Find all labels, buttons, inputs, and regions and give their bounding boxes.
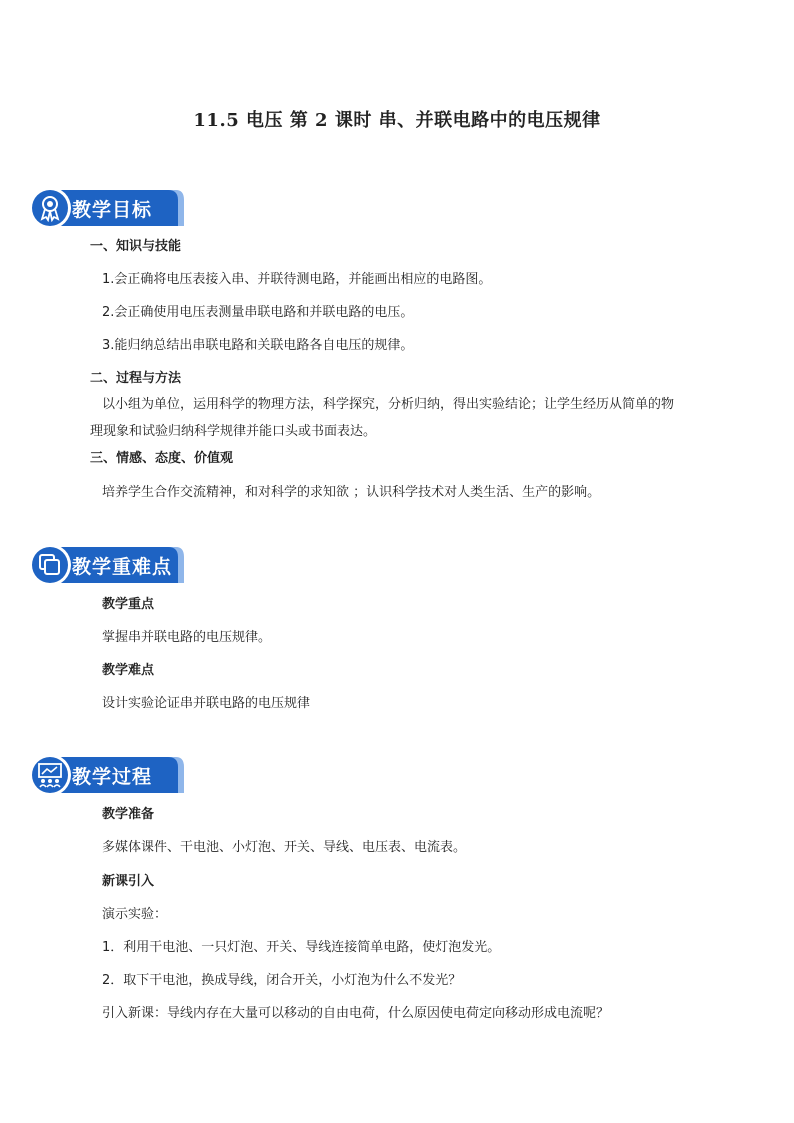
subheading-knowledge: 一、知识与技能 xyxy=(90,239,182,254)
process-paragraph-line2: 理现象和试验归纳科学规律并能口头或书面表达。 xyxy=(90,424,377,439)
objective-item-3: 3.能归纳总结出串联电路和关联电路各自电压的规律。 xyxy=(102,338,414,353)
document-title: 11.5 电压 第 2 课时 串、并联电路中的电压规律 xyxy=(193,110,601,131)
new-lesson-intro: 引入新课：导线内存在大量可以移动的自由电荷，什么原因使电荷定向移动形成电流呢？ xyxy=(102,1006,610,1021)
subheading-introduction: 新课引入 xyxy=(102,874,155,889)
values-paragraph: 培养学生合作交流精神，和对科学的求知欲 ；认识科学技术对人类生活、生产的影响。 xyxy=(102,485,601,500)
section-banner-key-points xyxy=(28,543,186,587)
section-banner-process xyxy=(28,753,186,797)
process-paragraph-line1: 以小组为单位，运用科学的物理方法，科学探究，分析归纳，得出实验结论；让学生经历从简单的物 xyxy=(102,397,675,412)
demo-step-2: 2．取下干电池，换成导线，闭合开关，小灯泡为什么不发光？ xyxy=(102,973,462,988)
presentation-chart-icon xyxy=(36,762,64,788)
key-point-text: 掌握串并联电路的电压规律。 xyxy=(102,630,272,645)
stacked-pages-icon xyxy=(37,552,63,578)
subheading-difficulty: 教学难点 xyxy=(102,663,155,678)
difficulty-text: 设计实验论证串并联电路的电压规律 xyxy=(102,696,311,711)
subheading-process: 二、过程与方法 xyxy=(90,371,182,386)
subheading-key-point: 教学重点 xyxy=(102,597,155,612)
demo-label: 演示实验： xyxy=(102,907,168,922)
objective-item-1: 1.会正确将电压表接入串、并联待测电路，并能画出相应的电路图。 xyxy=(102,272,492,287)
section-banner-objectives xyxy=(28,186,186,230)
preparation-text: 多媒体课件、干电池、小灯泡、开关、导线、电压表、电流表。 xyxy=(102,840,467,855)
banner-label: 教学目标 xyxy=(72,199,153,221)
banner-label: 教学重难点 xyxy=(72,556,173,578)
objective-item-2: 2.会正确使用电压表测量串联电路和并联电路的电压。 xyxy=(102,305,414,320)
banner-label: 教学过程 xyxy=(72,766,153,788)
award-ribbon-icon xyxy=(37,194,63,222)
subheading-values: 三、情感、态度、价值观 xyxy=(90,451,234,466)
demo-step-1: 1．利用干电池、一只灯泡、开关、导线连接简单电路，使灯泡发光。 xyxy=(102,940,501,955)
subheading-preparation: 教学准备 xyxy=(102,807,155,822)
